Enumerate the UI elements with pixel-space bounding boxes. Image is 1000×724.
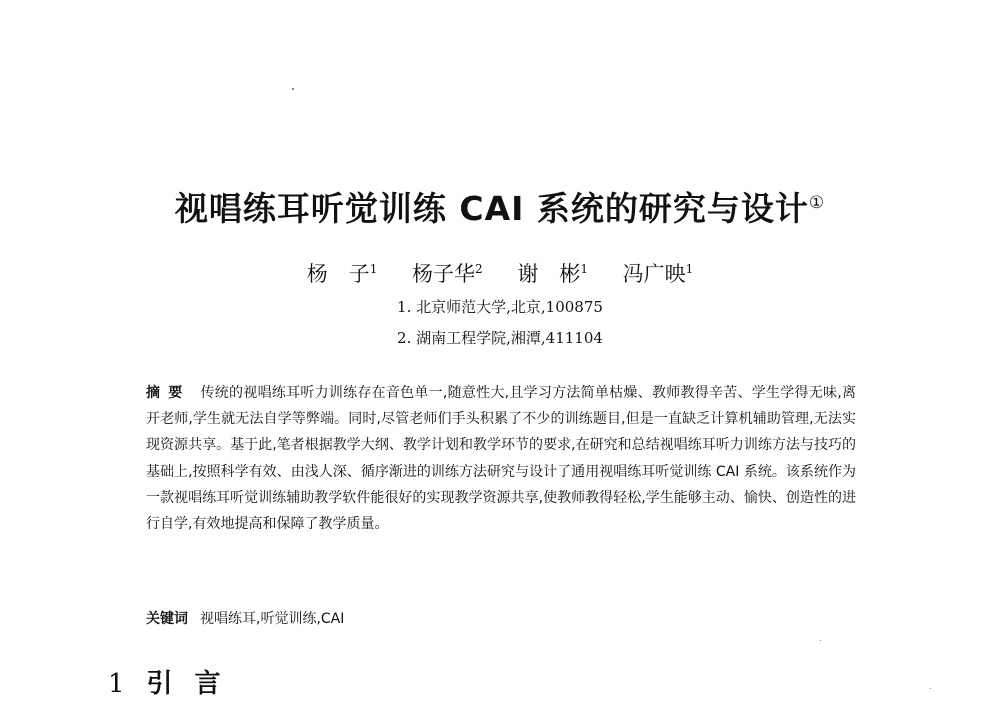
author-name: 杨 子 [306, 262, 370, 286]
scan-speck [820, 640, 821, 641]
author [412, 262, 483, 286]
author-affiliation-mark: 1 [685, 262, 694, 276]
section-heading [108, 663, 243, 700]
author-list [0, 258, 1000, 288]
author-name: 冯广映 [622, 262, 686, 286]
title-footnote-mark: ① [808, 193, 826, 213]
section-number: 1 [108, 669, 125, 699]
keywords-text: 视唱练耳,听觉训练,CAI [200, 611, 345, 627]
author-affiliation-mark: 1 [580, 262, 588, 276]
keywords-label: 关键词 [146, 611, 188, 627]
section-title: 引言 [146, 669, 243, 699]
affiliation-1: 1. 北京师范大学,北京,100875 [397, 298, 603, 316]
paper-title [0, 183, 1000, 230]
author-name: 谢 彬 [517, 262, 581, 286]
author [517, 262, 588, 286]
author-name: 杨子华 [412, 262, 476, 286]
affiliation-2: 2. 湖南工程学院,湘潭,411104 [397, 329, 603, 347]
abstract [146, 380, 856, 537]
scan-speck [930, 688, 931, 689]
author-affiliation-mark: 2 [475, 262, 483, 276]
scan-speck [292, 88, 294, 90]
author-affiliation-mark: 1 [369, 262, 378, 276]
abstract-text: 传统的视唱练耳听力训练存在音色单一,随意性大,且学习方法简单枯燥、教师教得辛苦、学生学得无味,离开老师,学生就无法自学等弊端。同时,尽管老师们手头积累了不少的训练题目,但是一直缺乏计算机辅助管理,无法实现资源共享。基于此,笔者根据教学大纲、教学计划和教学环节的要求,在研究和总结视唱练耳听力训练方法与技巧的基础上,按照科学有效、由浅人深、循序渐进的训练方法研究与设计了通用视唱练耳听觉训练 CAI 系统。该系统作为一款视唱练耳听觉训练辅助教学软件能很好的实现教学资源共享,使教师教得轻松,学生能够主动、愉快、创造性的进行自学,有效地提高和保障了教学质量。 [146, 385, 857, 533]
author [307, 262, 378, 286]
keywords [146, 608, 344, 628]
title-text: 视唱练耳听觉训练 CAI 系统的研究与设计 [174, 189, 809, 228]
abstract-label: 摘要 [146, 385, 191, 401]
author [623, 262, 694, 286]
